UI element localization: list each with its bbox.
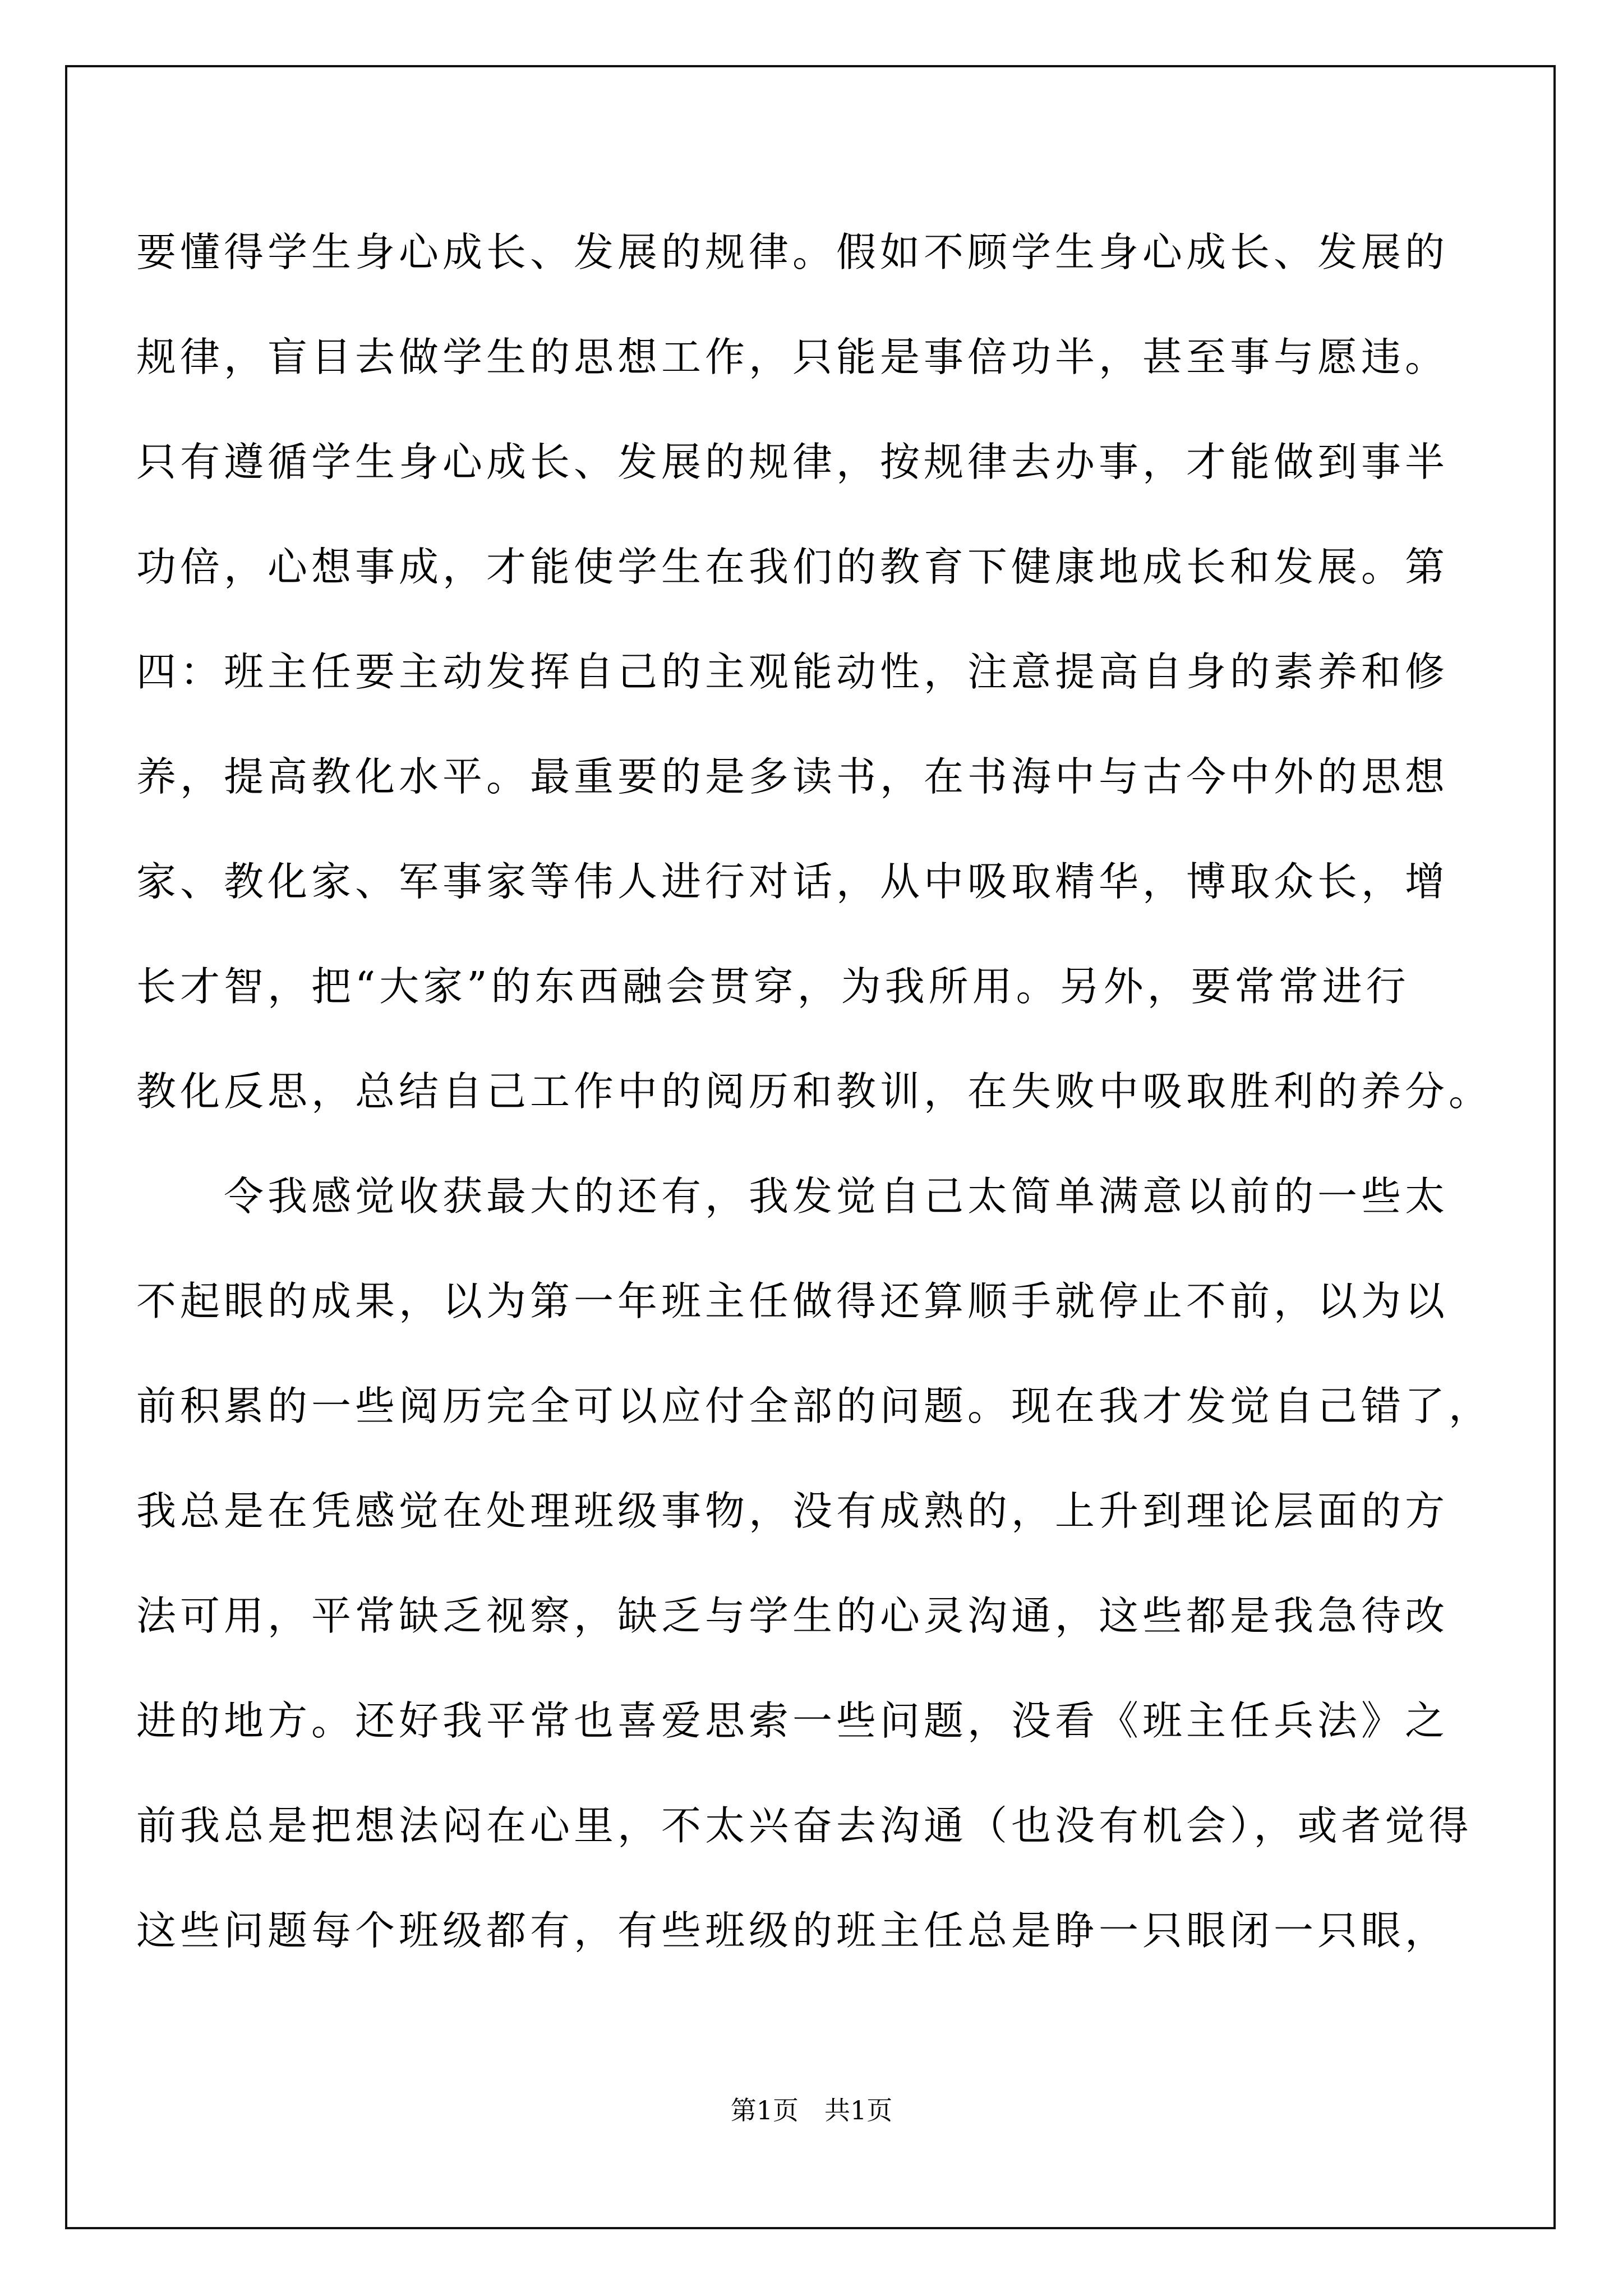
text-line: 功倍，心想事成，才能使学生在我们的教育下健康地成长和发展。第 (136, 544, 1449, 590)
page-number-footer: 第1页 共1页 (730, 2095, 893, 2125)
text-line: 进的地方。还好我平常也喜爱思索一些问题，没看《班主任兵法》之 (136, 1697, 1449, 1744)
text-line: 规律，盲目去做学生的思想工作，只能是事倍功半，甚至事与愿违。 (136, 334, 1449, 380)
text-line: 前我总是把想法闷在心里，不太兴奋去沟通（也没有机会），或者觉得 (136, 1802, 1473, 1849)
text-line: 家、教化家、军事家等伟人进行对话，从中吸取精华，博取众长，增 (136, 858, 1449, 905)
text-line: 教化反思，总结自己工作中的阅历和教训，在失败中吸取胜利的养分。 (136, 1068, 1493, 1115)
text-line: 只有遵循学生身心成长、发展的规律，按规律去办事，才能做到事半 (136, 439, 1449, 485)
text-line: 我总是在凭感觉在处理班级事物，没有成熟的，上升到理论层面的方 (136, 1488, 1449, 1534)
text-line: 前积累的一些阅历完全可以应付全部的问题。现在我才发觉自己错了， (136, 1383, 1493, 1429)
text-line: 不起眼的成果，以为第一年班主任做得还算顺手就停止不前，以为以 (136, 1278, 1449, 1324)
text-line: 这些问题每个班级都有，有些班级的班主任总是睁一只眼闭一只眼， (136, 1907, 1449, 1954)
text-line: 养，提高教化水平。最重要的是多读书，在书海中与古今中外的思想 (136, 753, 1449, 800)
text-line: 四：班主任要主动发挥自己的主观能动性，注意提高自身的素养和修 (136, 648, 1449, 695)
text-line: 长才智，把“大家”的东西融会贯穿，为我所用。另外，要常常进行 (136, 963, 1410, 1010)
text-line: 法可用，平常缺乏视察，缺乏与学生的心灵沟通，这些都是我急待改 (136, 1593, 1449, 1639)
text-line: 要懂得学生身心成长、发展的规律。假如不顾学生身心成长、发展的 (136, 229, 1449, 275)
text-line: 令我感觉收获最大的还有，我发觉自己太简单满意以前的一些太 (136, 1173, 1449, 1220)
